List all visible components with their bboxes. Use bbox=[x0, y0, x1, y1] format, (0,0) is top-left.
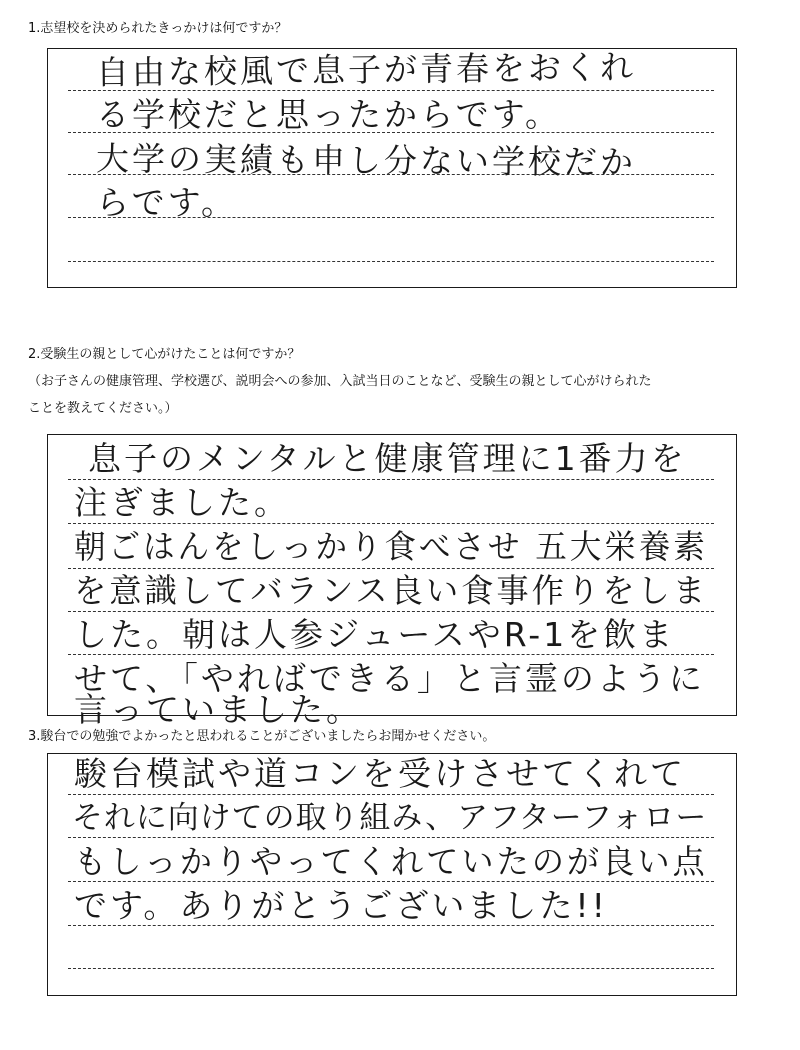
ruled-line bbox=[68, 611, 714, 612]
handwritten-answer-line: 駿台模試や道コンを受けさせてくれて bbox=[74, 754, 686, 793]
question-2-subtext: ことを教えてください。） bbox=[28, 401, 178, 416]
ruled-line bbox=[68, 261, 714, 262]
handwritten-answer-line: 言っていました。 bbox=[74, 690, 362, 729]
ruled-line bbox=[68, 968, 714, 969]
handwritten-answer-line: 注ぎました。 bbox=[74, 483, 290, 522]
handwritten-answer-line: 大学の実績も申し分ない学校だか bbox=[95, 139, 637, 182]
handwritten-answer-line: る学校だと思ったからです。 bbox=[96, 95, 562, 134]
ruled-line bbox=[68, 794, 714, 795]
handwritten-answer-line: を意識してバランス良い食事作りをしま bbox=[74, 571, 709, 610]
handwritten-answer-line: らです。 bbox=[96, 183, 238, 222]
handwritten-answer-line: した。朝は人参ジュースやR-1を飲ま bbox=[74, 615, 676, 654]
question-2-text: 2.受験生の親として心がけたことは何ですか？ bbox=[28, 347, 301, 362]
handwritten-answer-line: それに向けての取り組み、アフターフォロー bbox=[72, 800, 708, 836]
answer-box-3 bbox=[47, 753, 737, 996]
answer-box-1 bbox=[47, 48, 737, 288]
handwritten-answer-line: 朝ごはんをしっかり食べさせ 五大栄養素 bbox=[74, 527, 708, 566]
ruled-line bbox=[68, 568, 714, 569]
handwritten-answer-line: 自由な校風で息子が青春をおくれ bbox=[95, 47, 637, 92]
question-1-text: 1.志望校を決められたきっかけは何ですか？ bbox=[28, 21, 288, 36]
answer-box-2 bbox=[47, 434, 737, 716]
ruled-line bbox=[68, 523, 714, 524]
handwritten-answer-line: せて、「やればできる」と言霊のように bbox=[74, 659, 705, 698]
handwritten-answer-line: です。ありがとうございました!! bbox=[74, 886, 608, 925]
question-3-text: 3.駿台での勉強でよかったと思われることがございましたらお聞かせください。 bbox=[28, 729, 496, 744]
handwritten-answer-line: もしっかりやってくれていたのが良い点 bbox=[74, 842, 708, 881]
ruled-line bbox=[68, 479, 714, 480]
handwritten-answer-line: 息子のメンタルと健康管理に1番力を bbox=[88, 439, 687, 478]
question-2-subtext: （お子さんの健康管理、学校選び、説明会への参加、入試当日のことなど、受験生の親として心がけられた bbox=[28, 374, 652, 389]
